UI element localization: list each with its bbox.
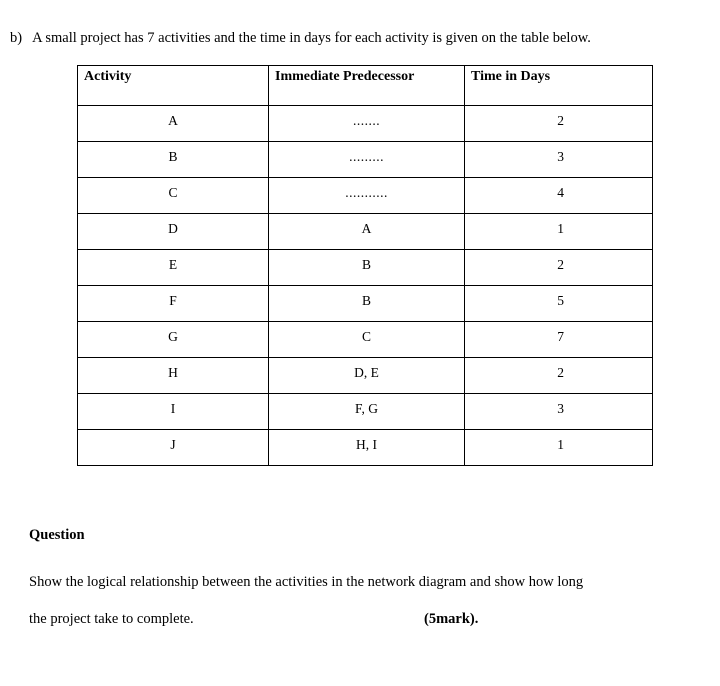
table-header-row: [78, 66, 653, 106]
time-cell: 1: [465, 214, 653, 250]
predecessor-cell: ...........: [269, 178, 465, 214]
question-text-line-1: Show the logical relationship between the activities in the network diagram and show how long: [29, 574, 584, 590]
predecessor-cell: H, I: [269, 430, 465, 466]
mark-allocation: (5mark).: [424, 611, 479, 627]
activity-table: [77, 65, 653, 466]
time-cell: 5: [465, 286, 653, 322]
predecessor-cell: A: [269, 214, 465, 250]
time-cell: 3: [465, 142, 653, 178]
table-row: [78, 358, 653, 394]
header-immediate-predecessor: Immediate Predecessor: [269, 66, 465, 106]
question-part-label: b): [10, 30, 23, 46]
header-time-in-days: Time in Days: [465, 66, 653, 106]
activity-cell: A: [78, 106, 269, 142]
table-row: [78, 430, 653, 466]
predecessor-cell: .......: [269, 106, 465, 142]
activity-cell: H: [78, 358, 269, 394]
time-cell: 2: [465, 106, 653, 142]
predecessor-cell: D, E: [269, 358, 465, 394]
table-row: [78, 394, 653, 430]
table-row: [78, 250, 653, 286]
table-row: [78, 142, 653, 178]
predecessor-cell: F, G: [269, 394, 465, 430]
table-row: [78, 106, 653, 142]
predecessor-cell: C: [269, 322, 465, 358]
activity-cell: C: [78, 178, 269, 214]
header-activity: Activity: [78, 66, 269, 106]
activity-cell: D: [78, 214, 269, 250]
time-cell: 2: [465, 250, 653, 286]
activity-cell: I: [78, 394, 269, 430]
activity-cell: E: [78, 250, 269, 286]
question-text-line-2: the project take to complete.: [29, 611, 194, 627]
predecessor-cell: B: [269, 286, 465, 322]
table-row: [78, 214, 653, 250]
table-row: [78, 178, 653, 214]
activity-cell: G: [78, 322, 269, 358]
question-heading: Question: [29, 527, 85, 543]
activity-cell: F: [78, 286, 269, 322]
table-row: [78, 322, 653, 358]
intro-line: [10, 30, 591, 47]
time-cell: 3: [465, 394, 653, 430]
time-cell: 2: [465, 358, 653, 394]
activity-cell: B: [78, 142, 269, 178]
time-cell: 4: [465, 178, 653, 214]
time-cell: 1: [465, 430, 653, 466]
predecessor-cell: B: [269, 250, 465, 286]
intro-text: A small project has 7 activities and the time in days for each activity is given on the table below.: [32, 30, 591, 46]
table-row: [78, 286, 653, 322]
activity-cell: J: [78, 430, 269, 466]
predecessor-cell: .........: [269, 142, 465, 178]
time-cell: 7: [465, 322, 653, 358]
